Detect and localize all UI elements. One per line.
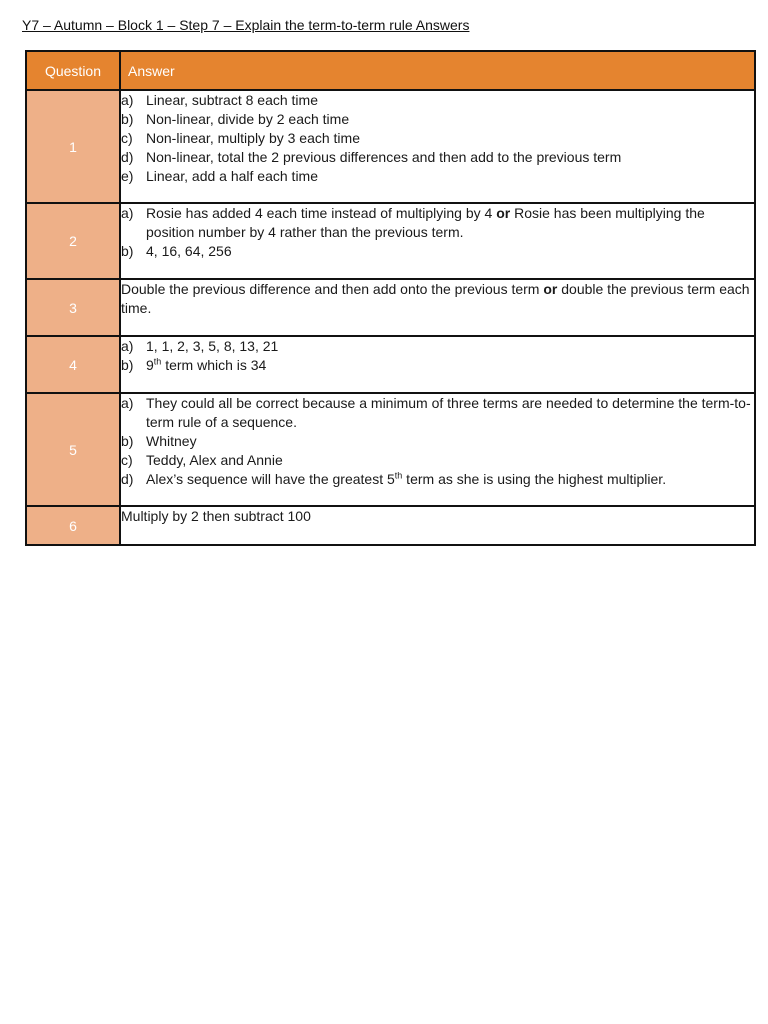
answer-cell — [120, 203, 755, 279]
item-text-end: term as she is using the highest multiplier. — [402, 471, 667, 487]
item-text-end: term which is 34 — [161, 357, 267, 373]
question-number: 6 — [26, 506, 120, 545]
page-title: Y7 – Autumn – Block 1 – Step 7 – Explain the term-to-term rule Answers — [22, 17, 470, 33]
list-item — [121, 432, 754, 451]
table-row — [26, 279, 755, 336]
item-text — [146, 204, 754, 242]
item-letter: a) — [121, 338, 134, 354]
list-item — [121, 110, 754, 129]
item-text: Whitney — [146, 433, 197, 449]
table-header-row — [26, 51, 755, 90]
table-row — [26, 336, 755, 393]
item-text-start: 9 — [146, 357, 154, 373]
answers-table — [25, 50, 756, 546]
emphasis-or: or — [543, 281, 558, 297]
list-item — [121, 470, 754, 489]
item-letter: e) — [121, 168, 134, 184]
table-row — [26, 203, 755, 279]
table-row — [26, 506, 755, 545]
item-text-end: Rosie has been multiplying the position number by 4 rather than the previous term. — [146, 205, 705, 240]
emphasis-or: or — [496, 205, 511, 221]
item-letter: d) — [121, 149, 134, 165]
item-letter: a) — [121, 92, 134, 108]
question-number: 5 — [26, 393, 120, 506]
table-row — [26, 393, 755, 506]
ordinal-suffix: th — [153, 356, 162, 367]
item-text: 4, 16, 64, 256 — [146, 243, 232, 259]
ordinal-suffix: th — [394, 470, 403, 481]
item-text: Non-linear, total the 2 previous differences and then add to the previous term — [146, 149, 622, 165]
answer-text-start: Double the previous difference and then add onto the previous term — [121, 281, 544, 297]
item-letter: b) — [121, 433, 134, 449]
item-text: Non-linear, multiply by 3 each time — [146, 130, 360, 146]
list-item — [121, 204, 754, 242]
answer-cell — [120, 336, 755, 393]
item-text — [146, 470, 754, 489]
list-item — [121, 394, 754, 432]
item-letter: c) — [121, 452, 133, 468]
question-column-header: Question — [26, 51, 120, 90]
item-letter: c) — [121, 130, 133, 146]
list-item — [121, 148, 754, 167]
question-number: 3 — [26, 279, 120, 336]
answer-cell — [120, 279, 755, 336]
list-item — [121, 242, 754, 261]
list-item — [121, 129, 754, 148]
list-item — [121, 337, 754, 356]
item-letter: d) — [121, 471, 134, 487]
list-item — [121, 451, 754, 470]
item-text-start: Alex’s sequence will have the greatest 5 — [146, 471, 395, 487]
answer-text-end: double the previous term each time. — [121, 281, 750, 316]
answer-column-header: Answer — [120, 51, 755, 90]
item-text: They could all be correct because a minimum of three terms are needed to determine the term-to-term rule of a sequence. — [146, 395, 751, 430]
answer-cell — [120, 393, 755, 506]
item-text-start: Rosie has added 4 each time instead of multiplying by 4 — [146, 205, 497, 221]
list-item — [121, 167, 754, 186]
item-text: 1, 1, 2, 3, 5, 8, 13, 21 — [146, 338, 279, 354]
table-row — [26, 90, 755, 203]
question-number: 1 — [26, 90, 120, 203]
answer-cell — [120, 90, 755, 203]
list-item — [121, 356, 754, 375]
item-text: Linear, add a half each time — [146, 168, 319, 184]
item-text — [146, 356, 754, 375]
item-letter: a) — [121, 395, 134, 411]
question-number: 4 — [26, 336, 120, 393]
item-letter: b) — [121, 111, 134, 127]
item-letter: b) — [121, 357, 134, 373]
question-number: 2 — [26, 203, 120, 279]
item-text: Linear, subtract 8 each time — [146, 92, 318, 108]
item-text: Teddy, Alex and Annie — [146, 452, 283, 468]
list-item — [121, 91, 754, 110]
item-letter: b) — [121, 243, 134, 259]
answer-cell: Multiply by 2 then subtract 100 — [120, 506, 755, 545]
item-letter: a) — [121, 205, 134, 221]
item-text: Non-linear, divide by 2 each time — [146, 111, 350, 127]
